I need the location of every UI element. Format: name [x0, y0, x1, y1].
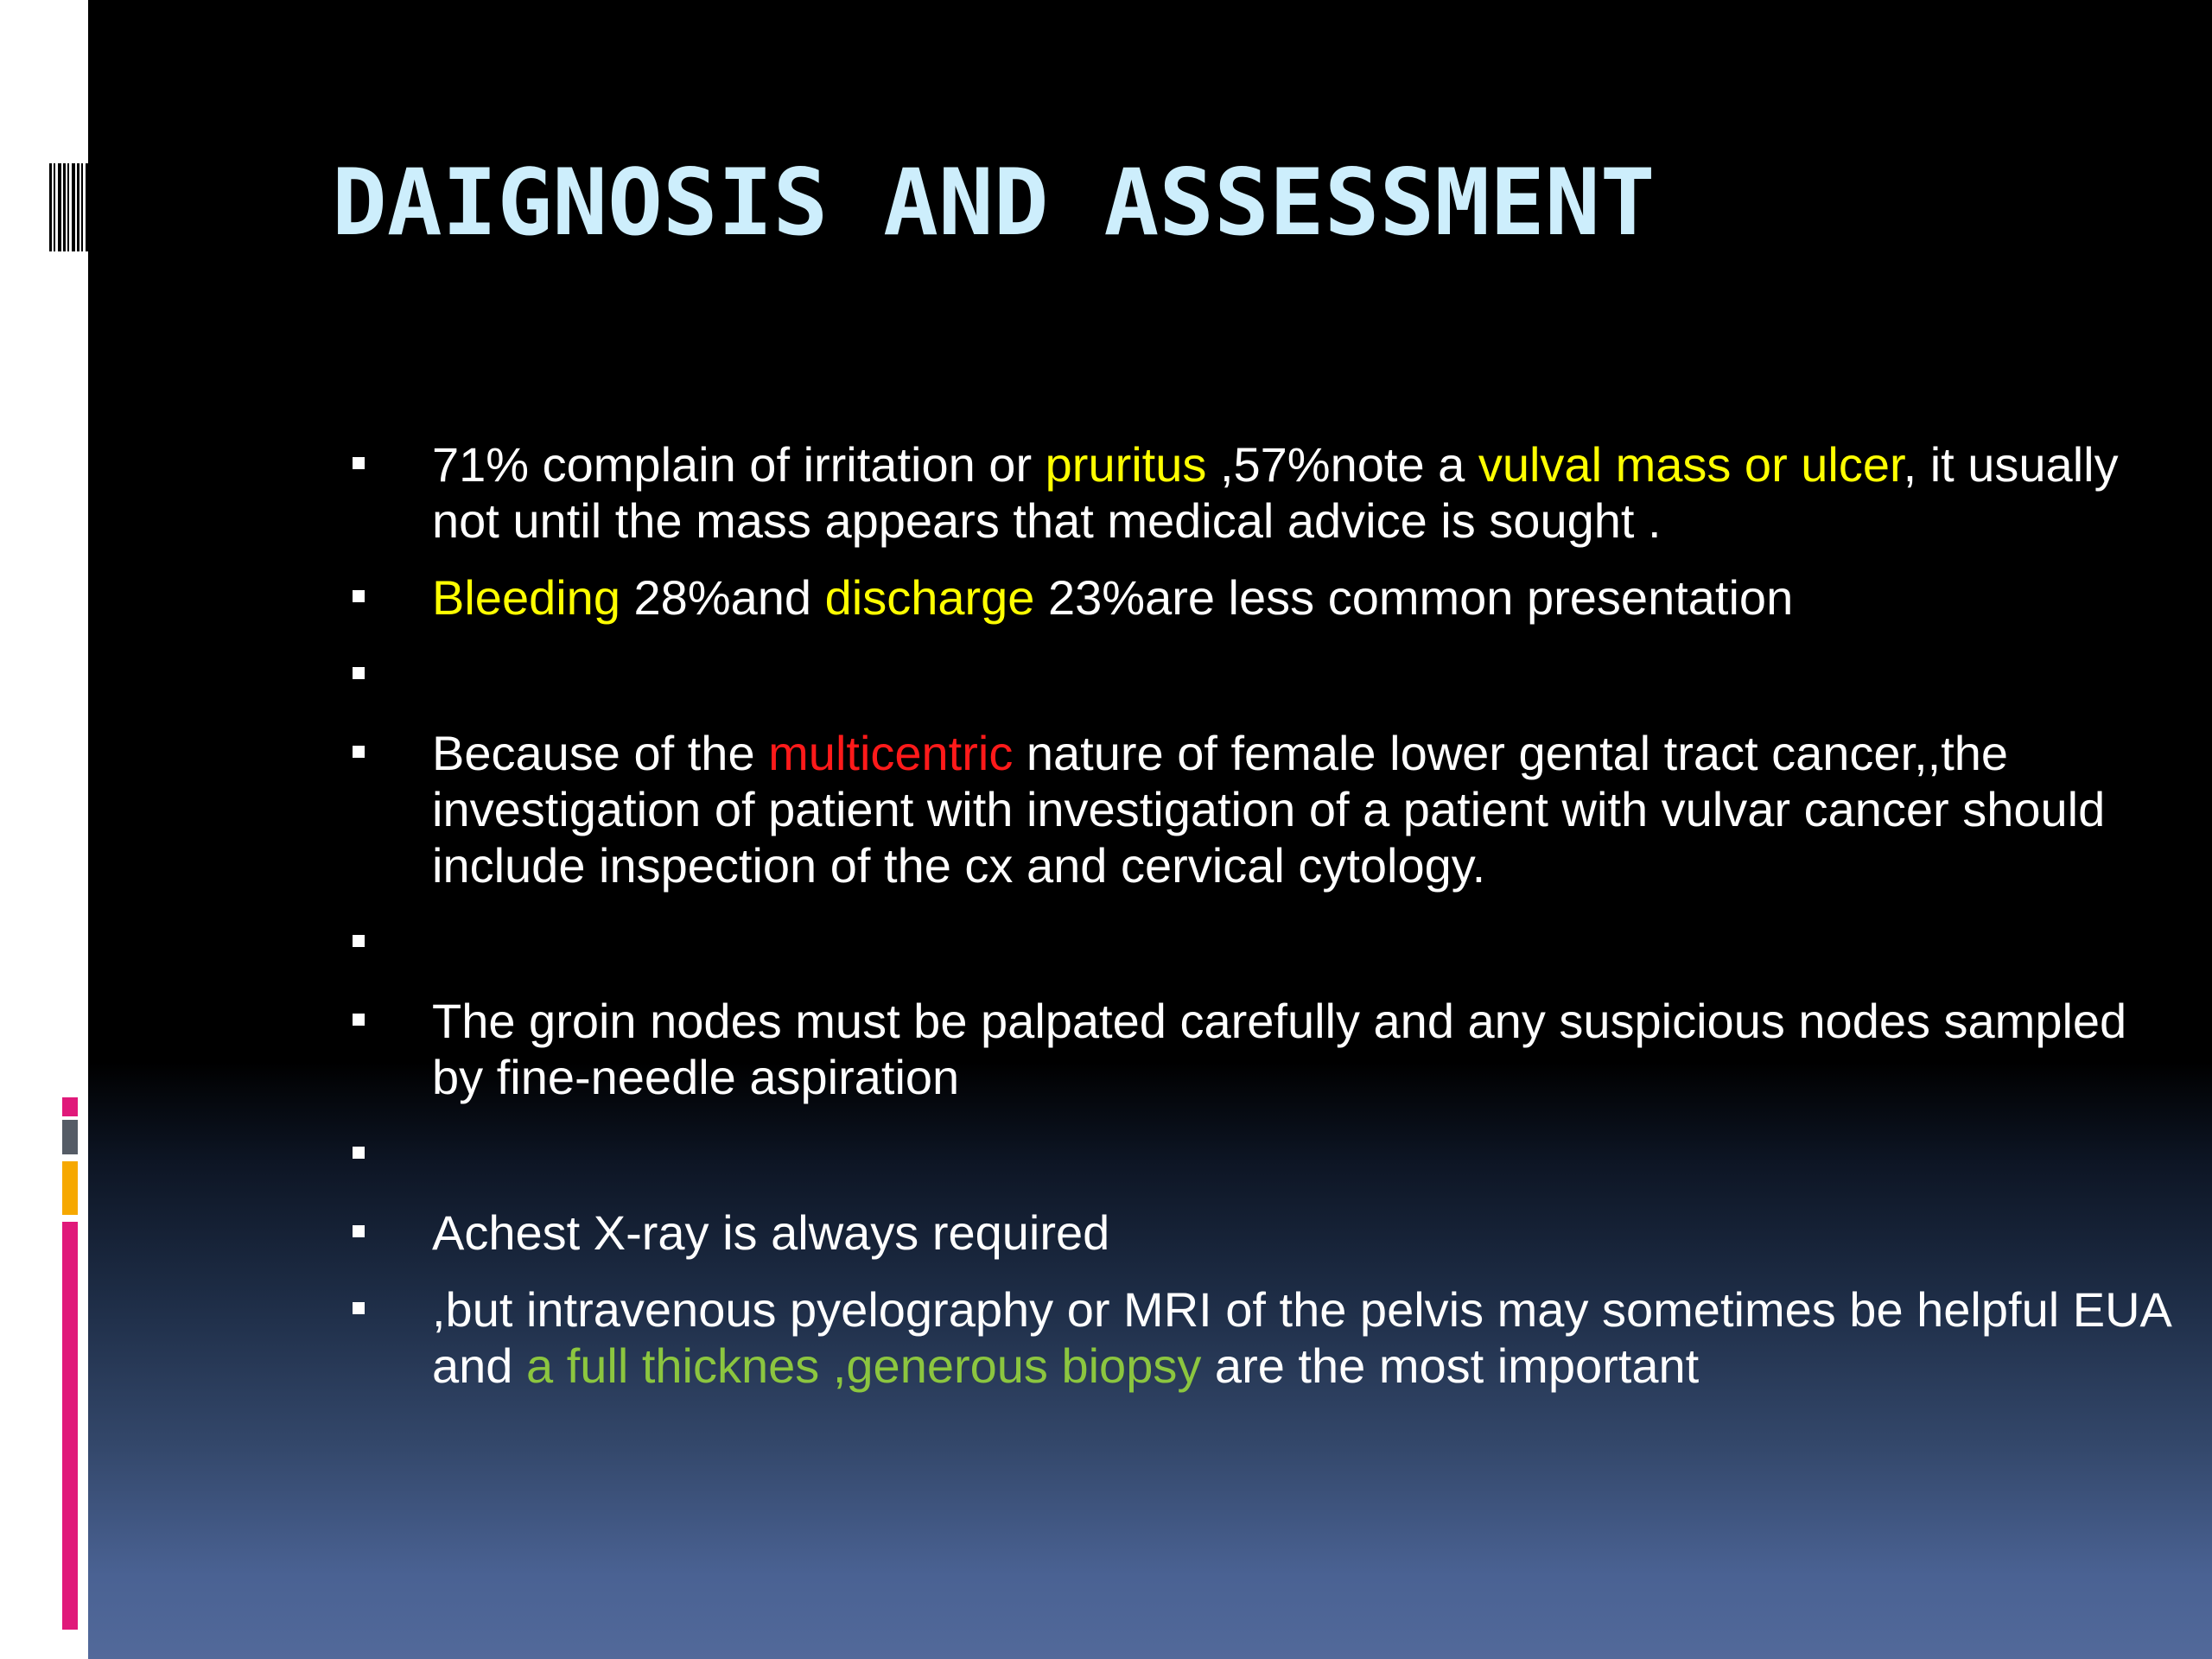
bullet-item-4 — [347, 993, 2179, 1105]
bullet-item-empty-2 — [347, 914, 2179, 970]
square-bullet-icon — [353, 1302, 365, 1314]
bullet-1-text-2: ,57%note a — [1206, 437, 1478, 492]
highlight-biopsy: a full thicknes ,generous biopsy — [526, 1338, 1202, 1393]
highlight-multicentric: multicentric — [768, 726, 1014, 780]
square-bullet-icon — [353, 590, 365, 602]
bullet-3-text-1: Because of the — [432, 726, 769, 780]
highlight-vulval-mass: vulval mass or ulcer — [1478, 437, 1904, 492]
left-decoration-strip — [0, 0, 88, 1659]
accent-bar-pink-top — [62, 1097, 78, 1116]
square-bullet-icon — [353, 1147, 365, 1159]
bullet-4-text: The groin nodes must be palpated carefully and any suspicious nodes sampled by fine-needle aspiration — [432, 994, 2127, 1104]
accent-bar-pink-long — [62, 1222, 78, 1630]
barcode-decoration-icon — [49, 163, 88, 251]
bullet-3-text-2: nature of female lower gental tract cancer,,the investigation of patient with investigation of a patient with vulvar cancer should include inspection of the cx and cervical cytology. — [432, 726, 2106, 893]
bullet-item-empty-3 — [347, 1126, 2179, 1182]
bullet-item-2 — [347, 569, 2179, 626]
bullet-6-text-2: are the most important — [1201, 1338, 1700, 1393]
square-bullet-icon — [353, 1014, 365, 1026]
highlight-discharge: discharge — [824, 570, 1035, 625]
square-bullet-icon — [353, 746, 365, 758]
bullet-2-text-1: 28%and — [620, 570, 825, 625]
square-bullet-icon — [353, 457, 365, 469]
bullet-item-empty-1 — [347, 646, 2179, 702]
accent-bar-gray — [62, 1120, 78, 1154]
bullet-5-text: Achest X-ray is always required — [432, 1205, 1110, 1260]
bullet-item-1 — [347, 436, 2179, 549]
bullet-2-text-2: 23%are less common presentation — [1034, 570, 1794, 625]
highlight-pruritus: pruritus — [1045, 437, 1207, 492]
slide-title: DAIGNOSIS AND ASSESSMENT — [332, 149, 1656, 256]
accent-bar-orange — [62, 1161, 78, 1215]
square-bullet-icon — [353, 935, 365, 947]
bullet-list — [347, 436, 2179, 1394]
bullet-1-text-3: , it usually not until the mass appears that medical advice is sought . — [432, 437, 2119, 548]
bullet-6-text-1: ,but intravenous pyelography or MRI of the pelvis may sometimes be helpful EUA and — [432, 1282, 2170, 1393]
highlight-bleeding: Bleeding — [432, 570, 620, 625]
bullet-item-3 — [347, 725, 2179, 893]
bullet-item-6 — [347, 1281, 2179, 1394]
square-bullet-icon — [353, 1225, 365, 1237]
square-bullet-icon — [353, 667, 365, 679]
bullet-item-5 — [347, 1205, 2179, 1261]
bullet-1-text-1: 71% complain of irritation or — [432, 437, 1046, 492]
slide-content-panel — [88, 0, 2212, 1659]
